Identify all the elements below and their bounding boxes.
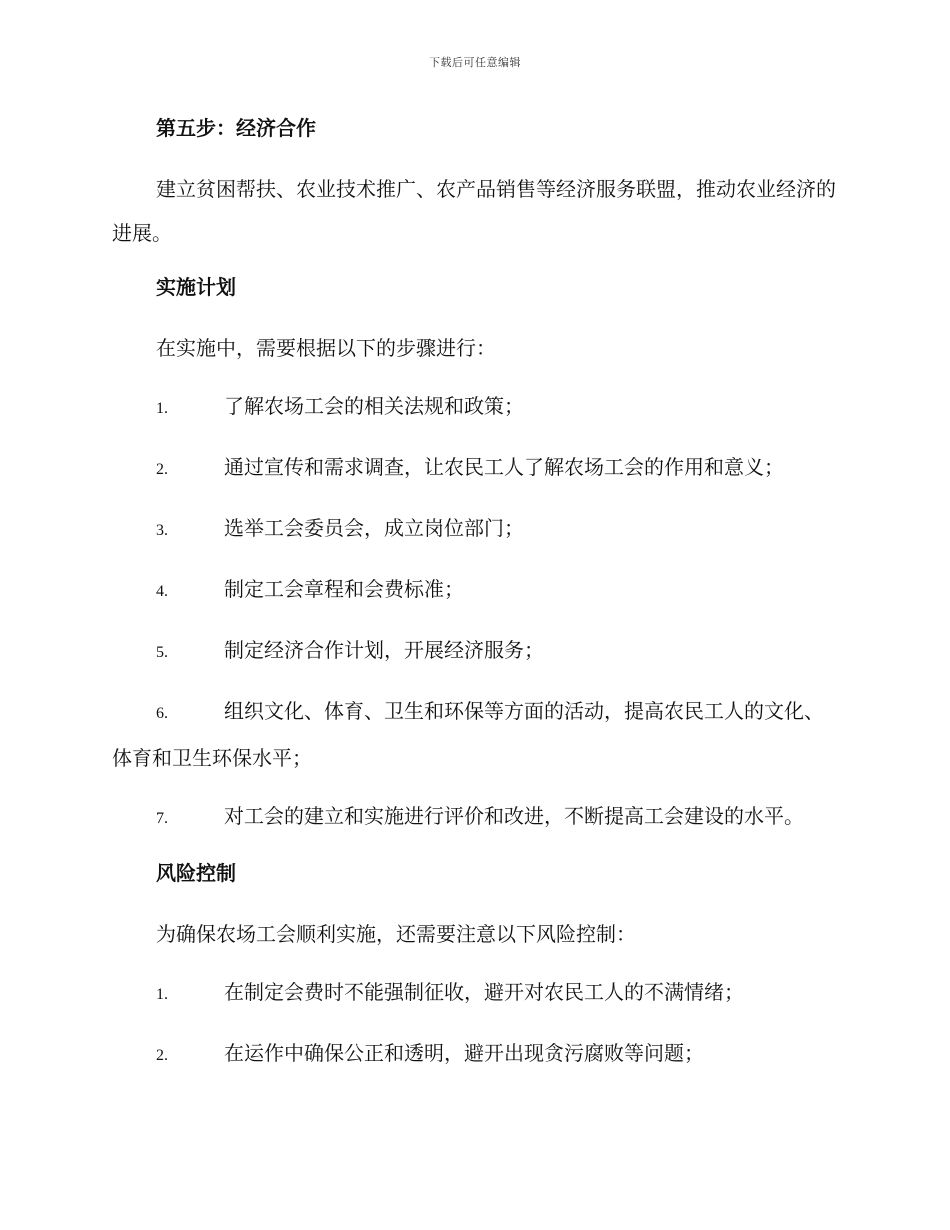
list-item (112, 567, 837, 614)
list-number: 1. (156, 400, 168, 417)
heading-economic-cooperation: 第五步：经济合作 (156, 116, 316, 140)
list-item (112, 794, 837, 841)
document-content (112, 110, 837, 1092)
list-item (112, 628, 837, 675)
list-item (112, 445, 837, 492)
paragraph-economic-cooperation: 建立贫困帮扶、农业技术推广、农产品销售等经济服务联盟，推动农业经济的进展。 (112, 177, 836, 245)
list-text: 制定工会章程和会费标准； (224, 577, 464, 601)
list-item (112, 689, 837, 780)
list-text: 在制定会费时不能强制征收，避开对农民工人的不满情绪； (224, 980, 744, 1004)
risk-items-list (112, 970, 837, 1078)
plan-steps-list (112, 384, 837, 841)
header-note: 下载后可任意编辑 (429, 56, 521, 69)
list-item (112, 1031, 837, 1078)
list-number: 3. (156, 522, 168, 539)
list-item (112, 970, 837, 1017)
list-item (112, 384, 837, 431)
list-text: 组织文化、体育、卫生和环保等方面的活动，提高农民工人的文化、体育和卫生环保水平； (112, 699, 824, 770)
list-number: 4. (156, 583, 168, 600)
list-number: 2. (156, 1047, 168, 1064)
heading-implementation-plan: 实施计划 (156, 275, 236, 299)
list-text: 选举工会委员会，成立岗位部门； (224, 516, 524, 540)
list-text: 通过宣传和需求调查，让农民工人了解农场工会的作用和意义； (224, 455, 784, 479)
list-number: 1. (156, 986, 168, 1003)
list-number: 6. (156, 705, 168, 722)
list-item (112, 506, 837, 553)
list-number: 7. (156, 810, 168, 827)
list-text: 制定经济合作计划，开展经济服务； (224, 638, 544, 662)
paragraph-plan-intro: 在实施中，需要根据以下的步骤进行： (156, 336, 496, 360)
list-text: 在运作中确保公正和透明，避开出现贪污腐败等问题； (224, 1041, 704, 1065)
list-text: 了解农场工会的相关法规和政策； (224, 394, 524, 418)
heading-risk-control: 风险控制 (156, 861, 236, 885)
list-number: 5. (156, 644, 168, 661)
list-number: 2. (156, 461, 168, 478)
paragraph-risk-intro: 为确保农场工会顺利实施，还需要注意以下风险控制： (156, 922, 636, 946)
list-text: 对工会的建立和实施进行评价和改进，不断提高工会建设的水平。 (224, 804, 804, 828)
